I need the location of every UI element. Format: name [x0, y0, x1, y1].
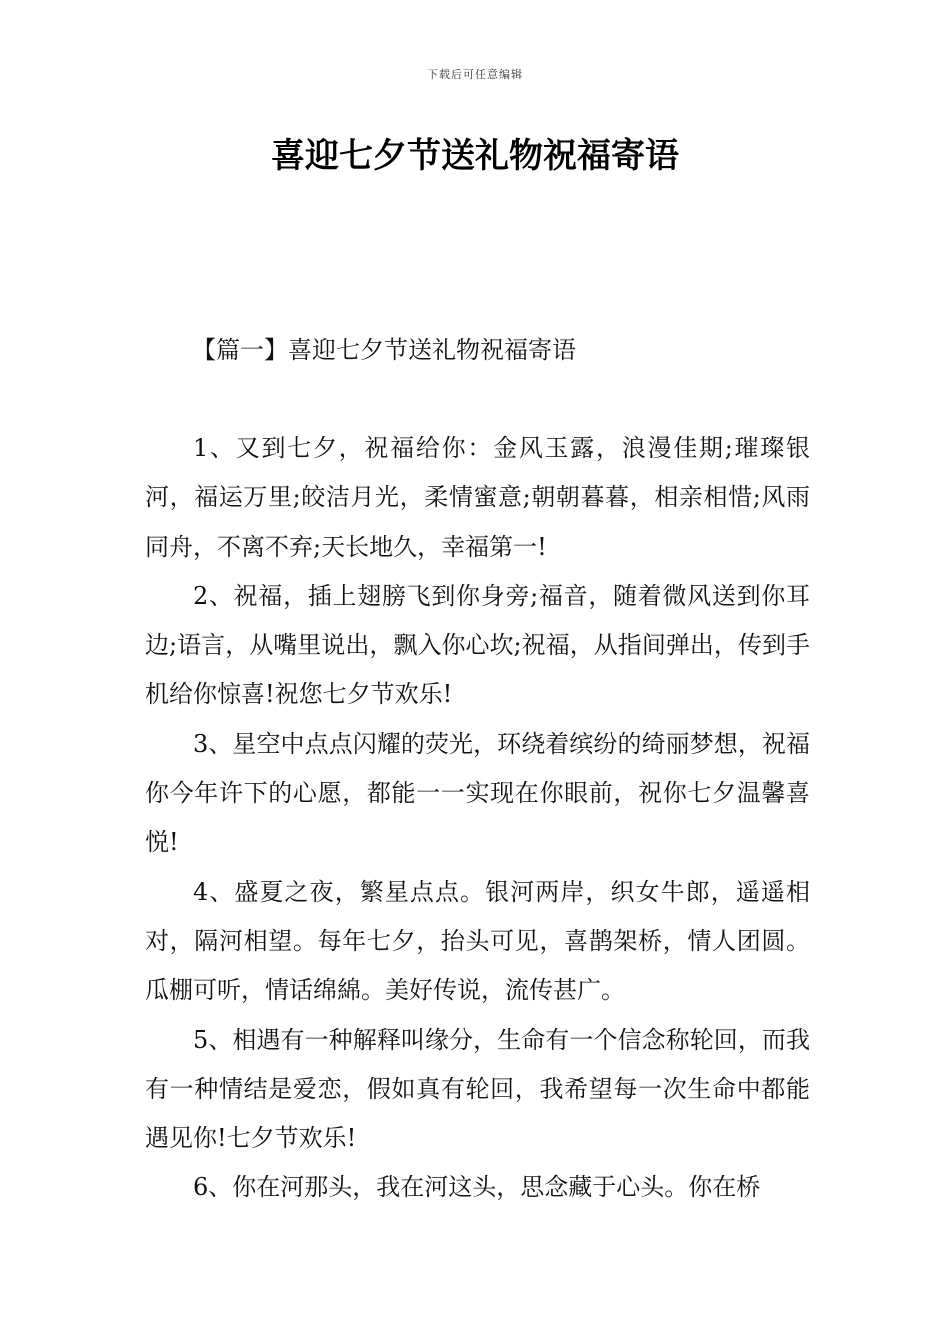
paragraph-2: 2、祝福，插上翅膀飞到你身旁;福音，随着微风送到你耳边;语言，从嘴里说出，飘入你心坎;祝福，从指间弹出，传到手机给你惊喜!祝您七夕节欢乐! [145, 581, 810, 709]
paragraph-1: 1、又到七夕，祝福给你：金风玉露，浪漫佳期;璀璨银河，福运万里;皎洁月光，柔情蜜意;朝朝暮暮，相亲相惜;风雨同舟，不离不弃;天长地久，幸福第一! [145, 434, 810, 561]
paragraph-5: 5、相遇有一种解释叫缘分，生命有一个信念称轮回，而我有一种情结是爱恋，假如真有轮回，我希望每一次生命中都能遇见你!七夕节欢乐! [145, 1025, 810, 1153]
section-title: 【篇一】喜迎七夕节送礼物祝福寄语 [192, 336, 576, 364]
document-title: 喜迎七夕节送礼物祝福寄语 [271, 136, 679, 176]
paragraph-6: 6、你在河那头，我在河这头，思念藏于心头。你在桥 [193, 1173, 761, 1202]
header-note: 下载后可任意编辑 [427, 68, 523, 81]
paragraph-3: 3、星空中点点闪耀的荧光，环绕着缤纷的绮丽梦想，祝福你今年许下的心愿，都能一一实现在你眼前，祝你七夕温馨喜悦! [145, 729, 810, 857]
document-body [145, 424, 810, 1213]
paragraph-4: 4、盛夏之夜，繁星点点。银河两岸，织女牛郎，遥遥相对，隔河相望。每年七夕，抬头可见，喜鹊架桥，情人团圆。瓜棚可听，情话绵綿。美好传说，流传甚广。 [145, 877, 810, 1005]
